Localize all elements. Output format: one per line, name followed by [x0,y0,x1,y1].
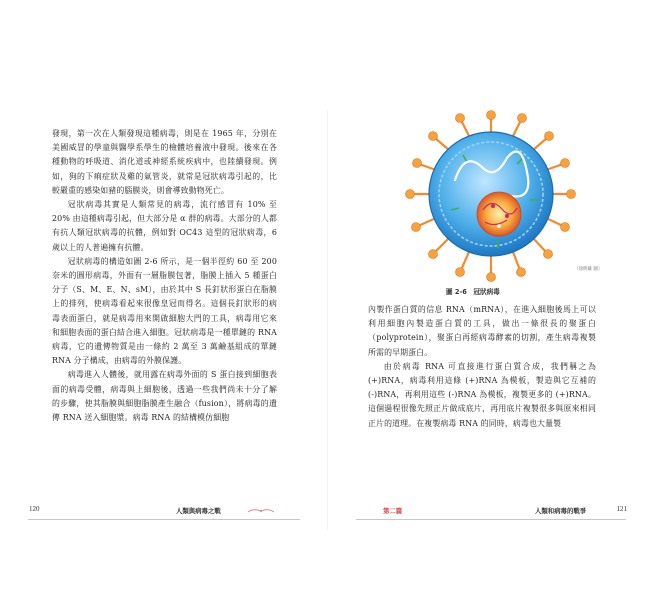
left-text-column [52,127,277,425]
paragraph: 冠狀病毒其實是人類常見的病毒，流行感冒有 10% 至 20% 由這種病毒引起，但大部分是 α 群的病毒。大部分的人都有抗人類冠狀病毒的抗體，例如對 OC43 這型的冠狀病毒，6 歲以上的人普遍擁有抗體。 [52,200,277,252]
left-page [0,0,327,609]
running-title: 人類與病毒之戰 [176,507,221,515]
footer-ornament-icon [246,507,276,514]
paragraph: 內製作蛋白質的信息 RNA（mRNA），在進入細胞後馬上可以利用細胞內製造蛋白質的工具，做出一條很長的聚蛋白（polyprotein），聚蛋白再經病毒酵素的切割，產生病毒複製所需的早期蛋白。 [368,305,596,357]
page-number: 121 [616,505,627,513]
paragraph: 發現，第一次在人類發現這種病毒，則是在 1965 年，分別在美國威冒的學童與醫學系學生的檢體培養液中發現。後來在各種動物的呼吸道、消化道或神經系統疾病中，也陸續發現。例如，狗的下痢症狀及雞的氣管炎，就常是冠狀病毒引起的，比較嚴重的感染如豬的腦膜炎，則會導致動物死亡。 [52,129,277,195]
footer-rule [356,519,626,520]
coronavirus-illustration [403,110,578,282]
paragraph: 冠狀病毒的構造如圖 2-6 所示，是一個半徑約 60 至 200 奈米的圓形病毒，外面有一層脂膜包著，脂膜上插入 5 種蛋白分子（S、M、E、N、sM），由於其中 S 長釘狀形蛋白在脂膜上的排列，使病毒看起來很像皇冠而得名。這個長釘狀形的病毒表面蛋白，就是病毒用來開啟細胞大門的工具，病毒用它來和細胞表面的蛋白結合進入細胞。冠狀病毒是一種單鏈的 RNA 病毒，它的遺傳物質是由一條約 2 萬至 3 萬鹼基組成的單鏈 RNA 分子構成，由病毒的外膜保護。 [52,256,277,366]
footer-rule [28,519,300,520]
figure-caption: 圖 2-6 冠狀病毒 [446,288,500,296]
running-title: 人類和病毒的戰爭 [535,507,587,515]
page-number: 120 [29,505,40,513]
paragraph: 病毒進入人體後，就用露在病毒外面的 S 蛋白接到細胞表面的病毒受體，病毒與上細胞後，透過一些我們尚未十分了解的步驟，使其脂膜與細胞脂膜產生融合（fusion），將病毒的遺傳 RNA 送入細胞漿。病毒 RNA 的結構模仿細胞 [52,370,277,423]
part-label: 第二篇 [383,507,403,515]
right-page [328,0,655,609]
paragraph: 由於病毒 RNA 可直接進行蛋白質合成，我們稱之為 (+)RNA，病毒利用這條 (+)RNA 為模板，製造與它互補的 (-)RNA，再利用這些 (-)RNA 為模板，複製更多的 (+)RNA。這個過程很像先照正片做成底片，再用底片複製很多與原來相同正片的道理。在複製病毒 RNA 的同時，病毒也大量製 [368,361,596,428]
viral-core [477,192,521,236]
figure-credit: （徐明雄 圖） [574,267,603,272]
right-text-column [368,303,596,431]
